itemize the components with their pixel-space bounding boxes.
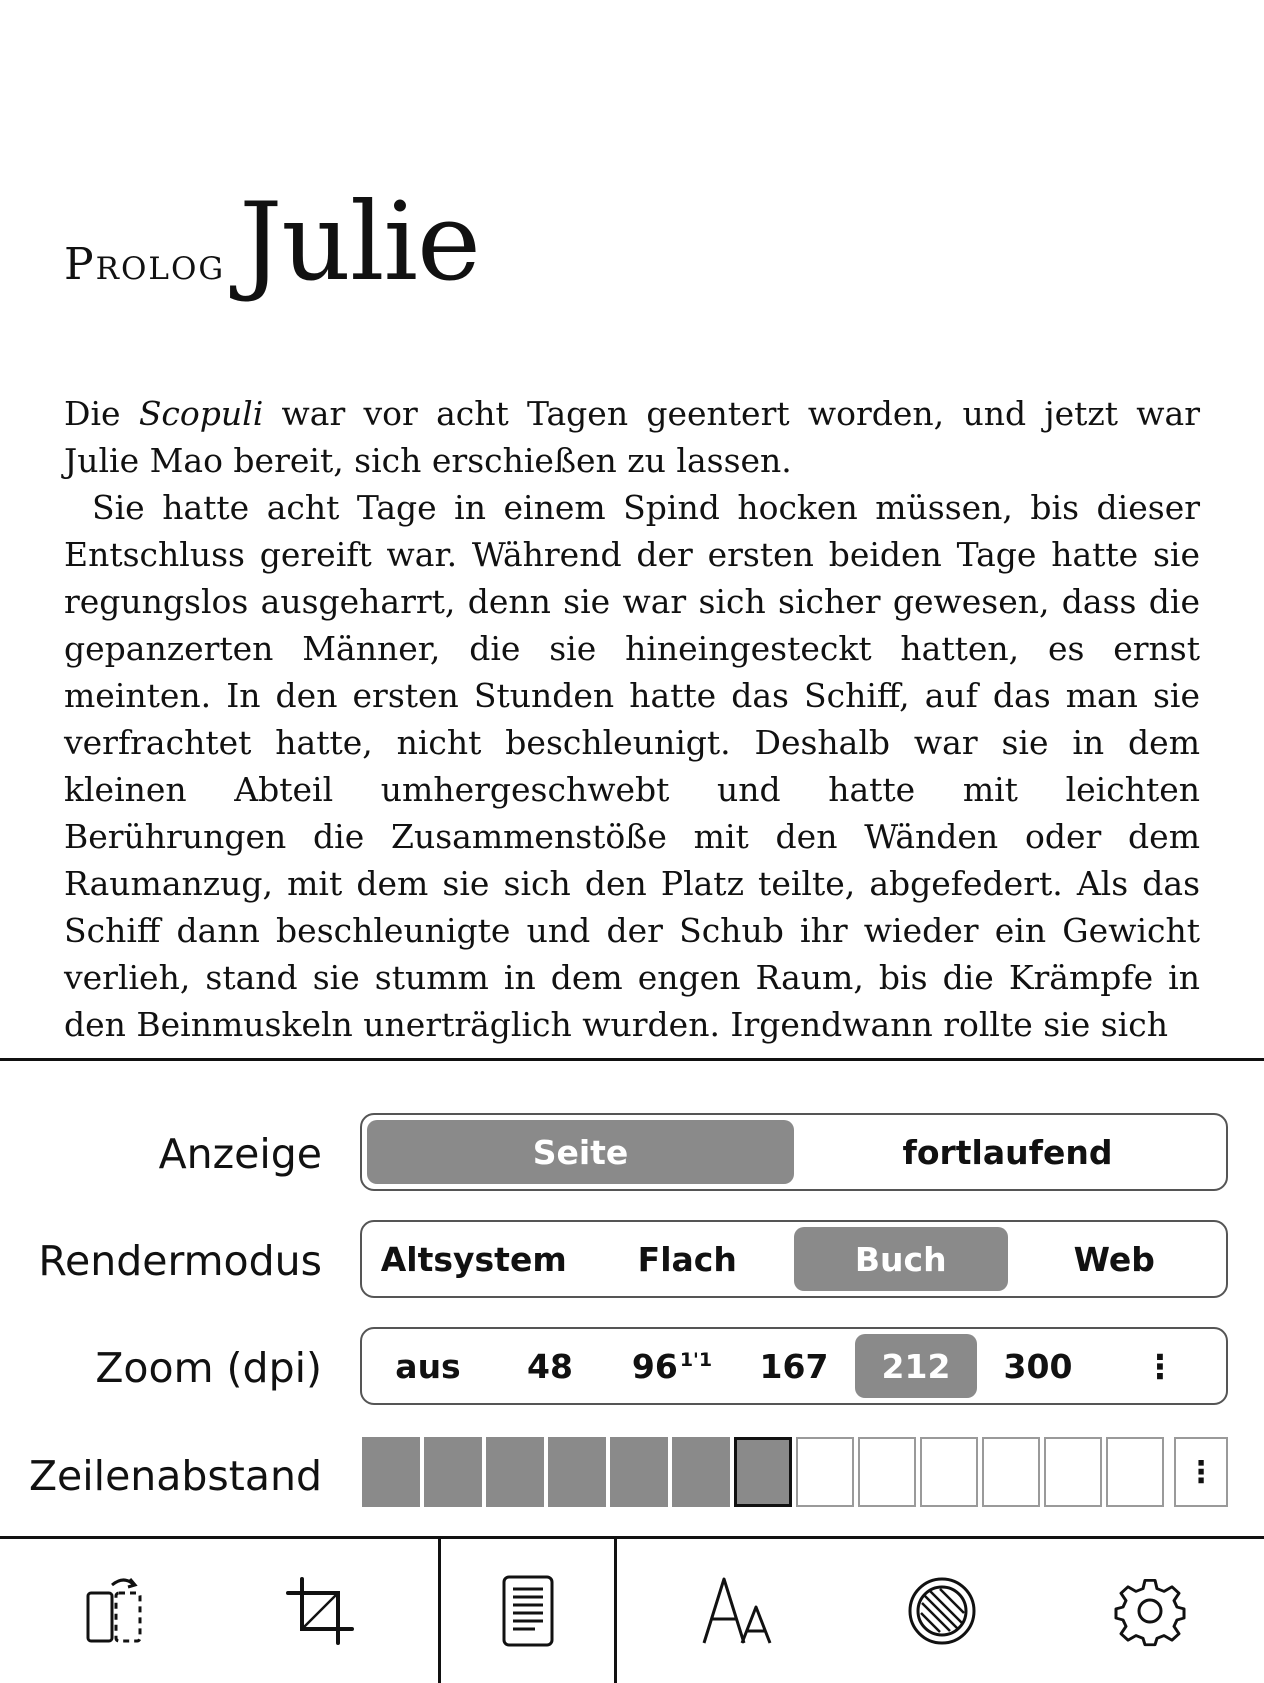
document-icon[interactable] [458, 1539, 598, 1683]
crop-icon[interactable] [250, 1539, 390, 1683]
toolbar-divider [438, 1539, 441, 1683]
zeilenabstand-step[interactable] [1106, 1437, 1164, 1507]
zeilenabstand-row [0, 1435, 1264, 1517]
anzeige-option-seite[interactable]: Seite [367, 1120, 794, 1184]
zoom-row [0, 1327, 1264, 1409]
zeilenabstand-more-icon[interactable]: ⋮ [1174, 1437, 1228, 1507]
book-body-text [64, 390, 1200, 1048]
zeilenabstand-label: Zeilenabstand [28, 1452, 322, 1500]
zoom-option-96[interactable]: 96 $^{1'1}$ [631, 1346, 713, 1386]
paragraph: Die Scopuli war vor acht Tagen geentert worden, und jetzt war Julie Mao bereit, sich erschießen zu lassen. [64, 394, 1201, 480]
anzeige-row [0, 1113, 1264, 1195]
ship-name: Scopuli [138, 394, 264, 433]
rendermodus-option-buch[interactable]: Buch [794, 1227, 1008, 1291]
zeilenabstand-step[interactable] [734, 1437, 792, 1507]
zeilenabstand-step[interactable] [982, 1437, 1040, 1507]
chapter-title [64, 180, 480, 305]
zeilenabstand-step[interactable] [920, 1437, 978, 1507]
anzeige-segmented-control [360, 1113, 1228, 1191]
zeilenabstand-step[interactable] [796, 1437, 854, 1507]
font-icon[interactable] [668, 1539, 808, 1683]
zoom-more-icon[interactable]: ⋮ [1143, 1346, 1177, 1386]
chapter-name: Julie [239, 180, 480, 305]
paragraph: Sie hatte acht Tage in einem Spind hocken müssen, bis dieser Entschluss gereift war. Während der ersten beiden Tage hatte sie regungslos ausgeharrt, denn sie war sich sicher gewesen, dass die gepanzerten Männer, die sie hineingesteckt hatten, es ernst meinten. In den ersten Stunden hatte das Schiff, auf das man sie verfrachtet hatte, nicht beschleunigt. Deshalb war sie in dem kleinen Abteil umhergeschwebt und hatte mit leichten Berührungen die Zusammenstöße mit den Wänden oder dem Raumanzug, mit dem sie sich den Platz teilte, abgefedert. Als das Schiff dann beschleunigte und der Schub ihr wieder ein Gewicht verlieh, stand sie stumm in dem engen Raum, bis die Krämpfe in den Beinmuskeln unerträglich wurden. Irgendwann rollte sie sich [64, 488, 1200, 1044]
rendermodus-row [0, 1220, 1264, 1302]
rendermodus-option-altsystem[interactable]: Altsystem [380, 1239, 567, 1279]
settings-gear-icon[interactable] [1080, 1539, 1220, 1683]
zoom-label: Zoom (dpi) [95, 1344, 322, 1392]
zeilenabstand-step[interactable] [362, 1437, 420, 1507]
zeilenabstand-step[interactable] [486, 1437, 544, 1507]
zoom-option-aus[interactable]: aus [395, 1346, 461, 1386]
zoom-option-212[interactable]: 212 [855, 1334, 977, 1398]
zeilenabstand-step[interactable] [548, 1437, 606, 1507]
zeilenabstand-slider[interactable] [362, 1437, 1164, 1507]
bottom-toolbar [0, 1536, 1264, 1683]
chapter-prefix: Prolog [64, 239, 226, 290]
zoom-96-ratio: 1'1 [679, 1349, 713, 1371]
zeilenabstand-step[interactable] [858, 1437, 916, 1507]
anzeige-option-fortlaufend[interactable]: fortlaufend [902, 1132, 1113, 1172]
zeilenabstand-step[interactable] [424, 1437, 482, 1507]
toolbar-divider [614, 1539, 617, 1683]
zoom-option-48[interactable]: 48 [527, 1346, 573, 1386]
anzeige-label: Anzeige [158, 1130, 322, 1178]
rendermodus-label: Rendermodus [38, 1237, 322, 1285]
rendermodus-segmented-control [360, 1220, 1228, 1298]
rendermodus-option-flach[interactable]: Flach [637, 1239, 737, 1279]
view-settings-panel [0, 1058, 1264, 1539]
rendermodus-option-web[interactable]: Web [1073, 1239, 1155, 1279]
zeilenabstand-step[interactable] [1044, 1437, 1102, 1507]
zeilenabstand-step[interactable] [610, 1437, 668, 1507]
zoom-segmented-control [360, 1327, 1228, 1405]
contrast-icon[interactable] [872, 1539, 1012, 1683]
zoom-option-167[interactable]: 167 [759, 1346, 829, 1386]
rotate-page-icon[interactable] [48, 1539, 188, 1683]
zoom-option-300[interactable]: 300 [1003, 1346, 1073, 1386]
zeilenabstand-step[interactable] [672, 1437, 730, 1507]
